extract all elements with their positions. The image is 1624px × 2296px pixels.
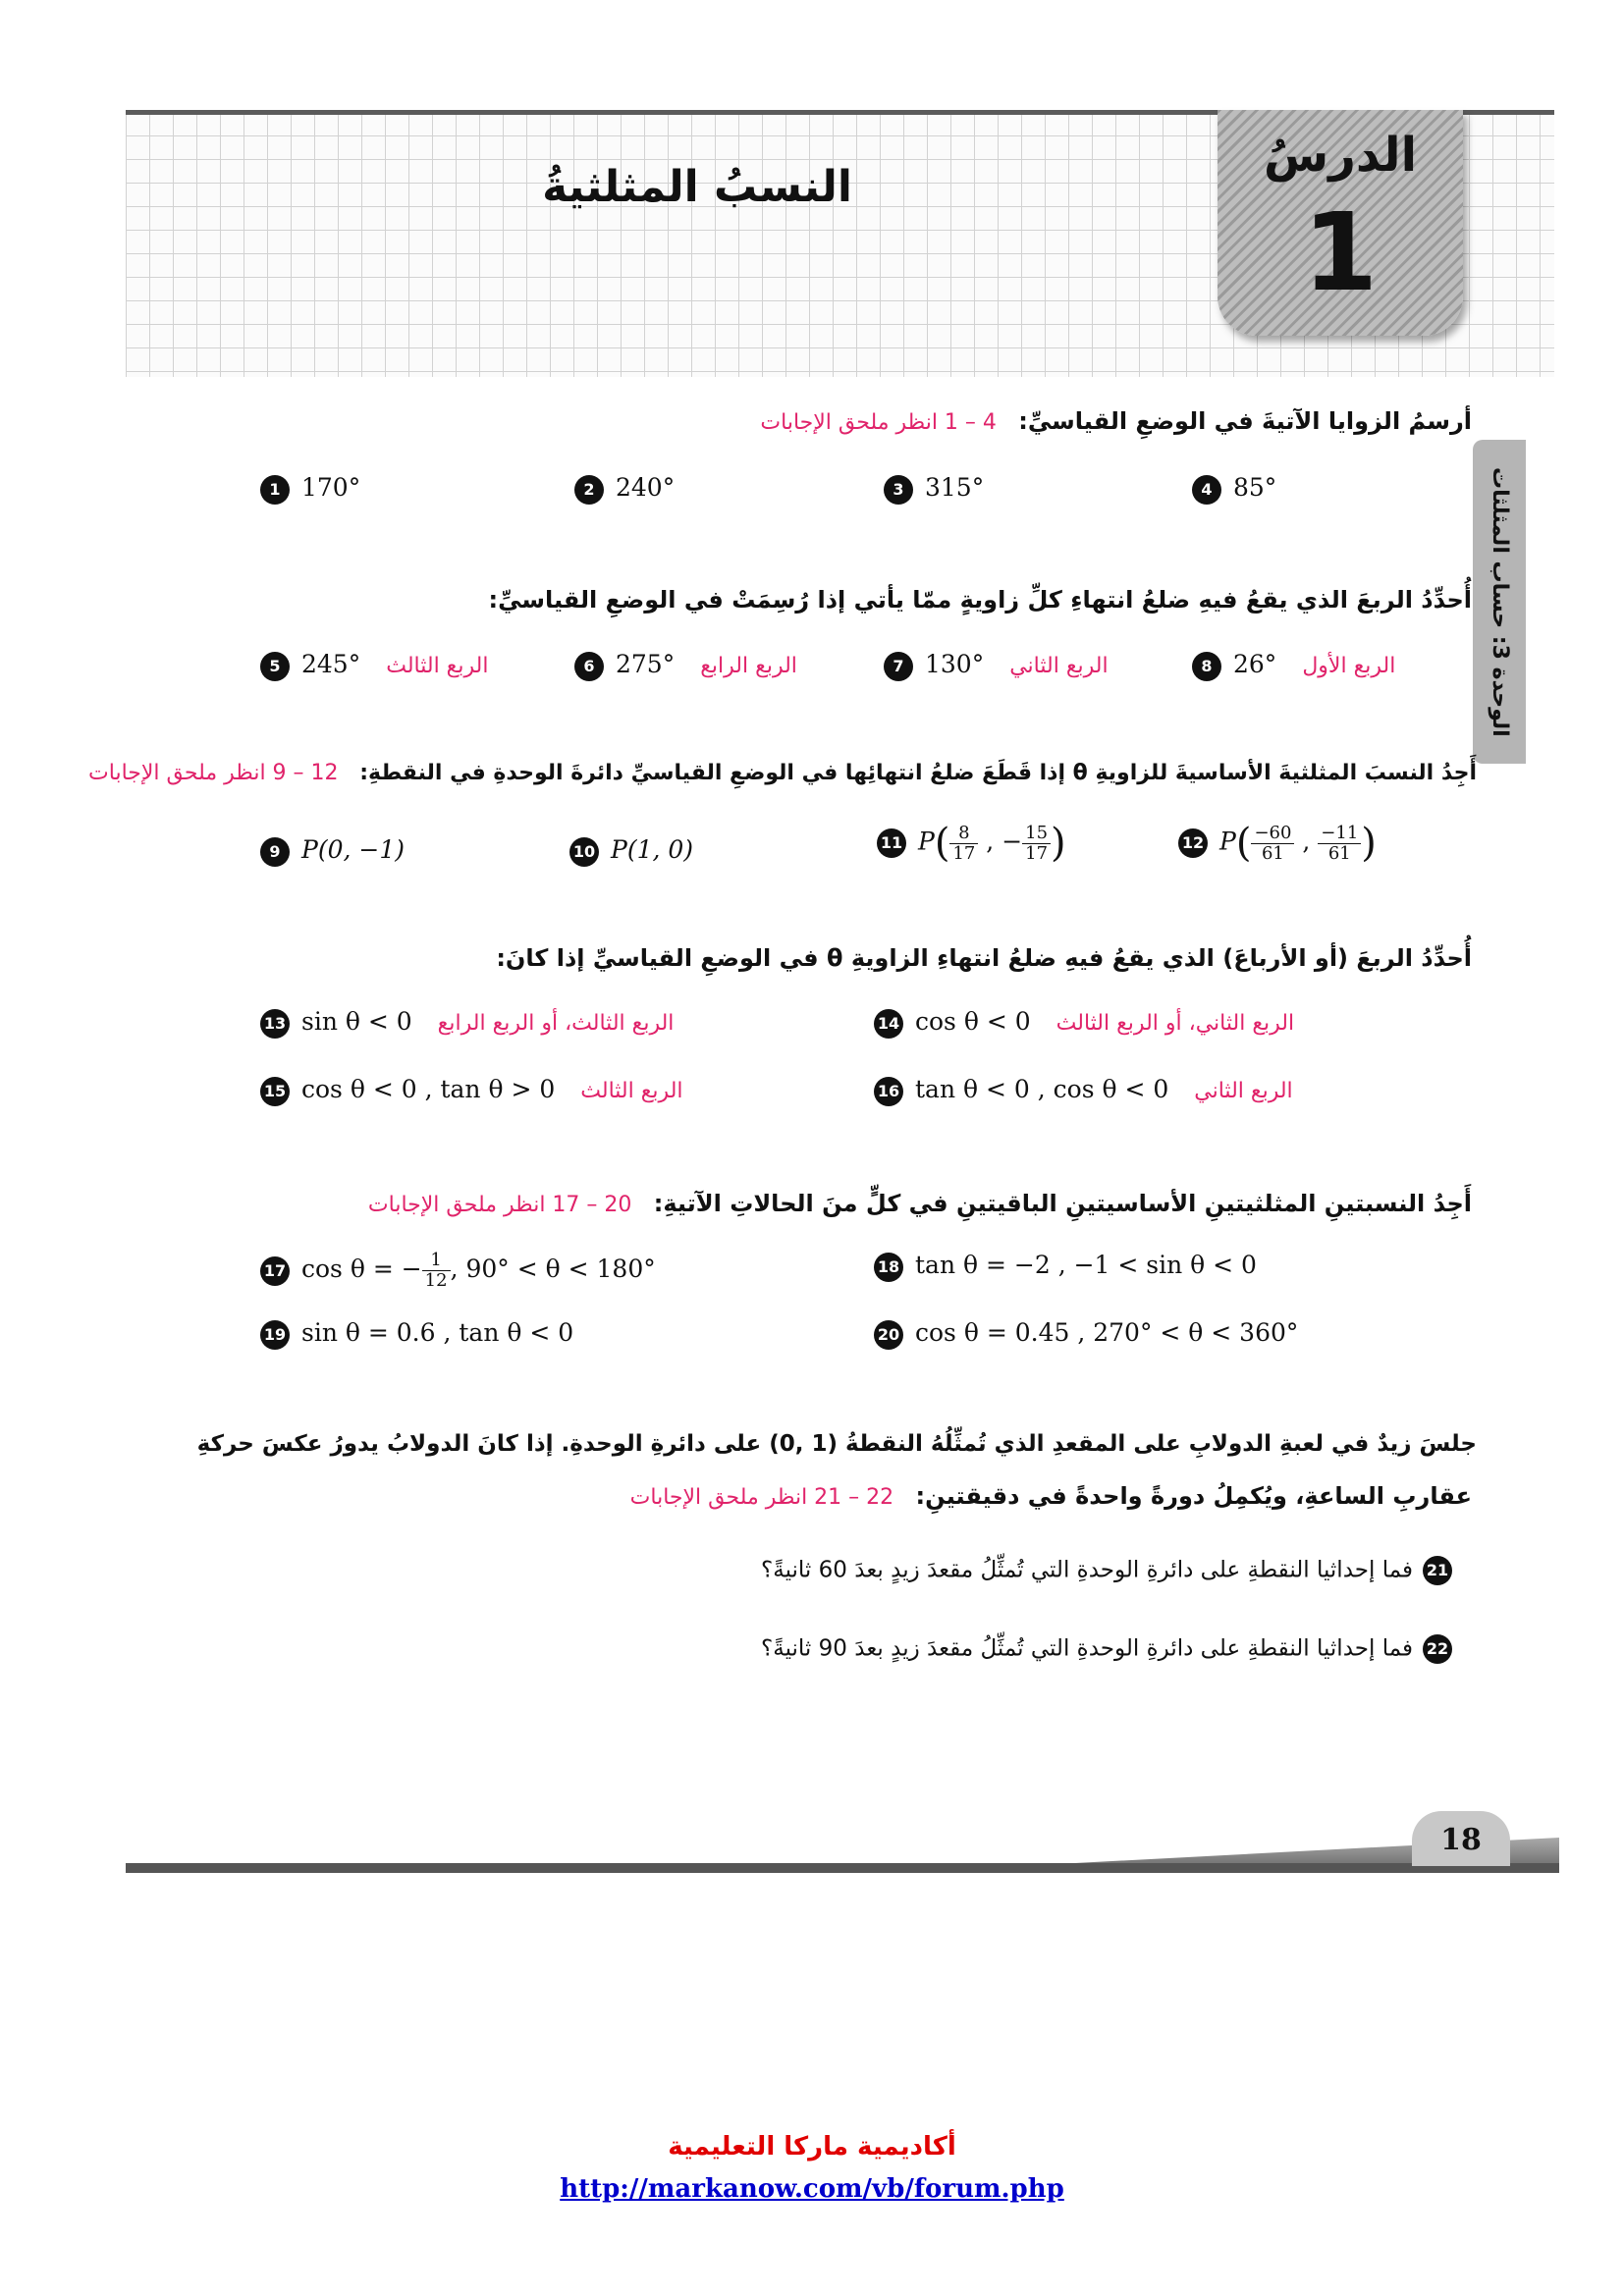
exercise-1 [260, 473, 360, 505]
exercise-text: 26° [1233, 650, 1277, 678]
exercise-4 [1192, 473, 1276, 505]
fraction-x: $\frac{-60}{61}$ [1251, 824, 1294, 864]
section-6-paragraph-line-2 [630, 1482, 1472, 1510]
exercise-10 [569, 835, 693, 867]
exercise-text-post: , 90° < θ < 180° [450, 1255, 656, 1283]
page-title: النسبُ المثلثيةُ [542, 162, 852, 212]
answer-text: الربع الرابع [700, 654, 797, 678]
exercise-3 [884, 473, 984, 505]
exercise-number: 3 [884, 475, 913, 505]
exercise-text: cos θ = 0.45 , 270° < θ < 360° [915, 1318, 1299, 1347]
exercise-text: P(0, −1) [301, 835, 405, 864]
exercise-text: tan θ = −2 , −1 < sin θ < 0 [915, 1251, 1257, 1279]
exercise-number: 13 [260, 1009, 290, 1039]
exercise-number: 10 [569, 837, 599, 867]
exercise-number: 4 [1192, 475, 1221, 505]
section-1-instruction [760, 407, 1472, 435]
section-4-instruction [496, 944, 1472, 972]
academy-link[interactable]: http://markanow.com/vb/forum.php [560, 2174, 1064, 2204]
answer-text: الربع الثاني، أو الربع الثالث [1056, 1011, 1295, 1036]
exercise-number: 17 [260, 1256, 290, 1286]
exercise-text: cos θ < 0 [915, 1007, 1031, 1036]
fraction: $\frac{1}{12}$ [422, 1251, 451, 1291]
exercise-number: 8 [1192, 652, 1221, 681]
exercise-15 [260, 1075, 683, 1106]
exercise-number: 9 [260, 837, 290, 867]
exercise-8 [1192, 650, 1395, 681]
point-label: P [918, 827, 935, 856]
fraction-x: $\frac{8}{17}$ [949, 824, 978, 864]
instruction-text: أَجِدُ النسبتينِ المثلثيتينِ الأساسيتينِ الباقيتينِ في كلٍّ منَ الحالاتِ الآتيةِ: [653, 1190, 1472, 1217]
instruction-text: أُحدِّدُ الربعَ (أو الأرباعَ) الذي يقعُ فيهِ ضلعُ انتهاءِ الزاويةِ θ في الوضعِ القياسيِّ إذا كانَ: [496, 944, 1472, 972]
exercise-14 [874, 1007, 1294, 1039]
exercise-text-pre: cos θ = − [301, 1255, 422, 1283]
unit-side-label: الوحدة 3: حساب المثلثات [1488, 466, 1512, 737]
answer-note: 12 – 9 انظر ملحق الإجابات [88, 761, 339, 785]
instruction-text: أَجِدُ النسبَ المثلثيةَ الأساسيةَ للزاويةِ θ إذا قَطَعَ ضلعُ انتهائِها في الوضعِ القياسيِّ دائرةَ الوحدةِ في النقطةِ: [359, 761, 1477, 785]
exercise-22 [761, 1634, 1452, 1664]
answer-text: الربع الثالث، أو الربع الرابع [437, 1011, 675, 1036]
exercise-5 [260, 650, 488, 681]
exercise-number: 16 [874, 1077, 903, 1106]
paragraph-text: جلسَ زيدٌ في لعبةِ الدولابِ على المقعدِ الذي تُمثِّلُهُ النقطةُ (1 ,0) على دائرةِ الوحدةِ. إذا كانَ الدولابُ يدورُ عكسَ حركةِ [196, 1431, 1477, 1457]
section-2-instruction [488, 586, 1472, 614]
exercise-text: فما إحداثيا النقطةِ على دائرةِ الوحدةِ التي تُمثِّلُ مقعدَ زيدٍ بعدَ 90 ثانيةً؟ [761, 1635, 1413, 1662]
exercise-11: 11 P( $\frac{8}{17}$ , − $\frac{15}{17}$ ) [877, 821, 1066, 866]
exercise-text: 130° [925, 650, 985, 678]
lesson-label: الدرسُ [1263, 128, 1418, 183]
instruction-text: أرسمُ الزوايا الآتيةَ في الوضعِ القياسيِّ: [1018, 407, 1472, 435]
point-label: P [1219, 827, 1236, 856]
exercise-19 [260, 1318, 573, 1350]
fraction-y: $\frac{15}{17}$ [1022, 824, 1051, 864]
paragraph-text: عقاربِ الساعةِ، ويُكمِلُ دورةً واحدةً في دقيقتينِ: [915, 1482, 1472, 1510]
answer-text: الربع الثاني [1009, 654, 1109, 678]
exercise-9 [260, 835, 405, 867]
exercise-number: 6 [574, 652, 604, 681]
exercise-text: 170° [301, 473, 361, 502]
answer-note: 20 – 17 انظر ملحق الإجابات [367, 1193, 632, 1217]
answer-text: الربع الثاني [1194, 1079, 1293, 1103]
exercise-2 [574, 473, 675, 505]
exercise-number: 20 [874, 1320, 903, 1350]
exercise-7 [884, 650, 1109, 681]
exercise-text: tan θ < 0 , cos θ < 0 [915, 1075, 1169, 1103]
exercise-number: 15 [260, 1077, 290, 1106]
exercise-number: 11 [877, 828, 906, 858]
exercise-text: 240° [616, 473, 676, 502]
exercise-number: 14 [874, 1009, 903, 1039]
exercise-text: 85° [1233, 473, 1277, 502]
exercise-text: sin θ < 0 [301, 1007, 412, 1036]
exercise-number: 5 [260, 652, 290, 681]
exercise-6 [574, 650, 797, 681]
exercise-number: 22 [1423, 1634, 1452, 1664]
answer-text: الربع الثالث [580, 1079, 683, 1103]
answer-text: الربع الأول [1302, 654, 1396, 678]
exercise-number: 2 [574, 475, 604, 505]
exercise-text: sin θ = 0.6 , tan θ < 0 [301, 1318, 574, 1347]
section-5-instruction [368, 1190, 1472, 1217]
exercise-text: cos θ < 0 , tan θ > 0 [301, 1075, 556, 1103]
academy-name: أكاديمية ماركا التعليمية [668, 2132, 956, 2162]
lesson-number: 1 [1302, 189, 1379, 315]
exercise-number: 18 [874, 1253, 903, 1282]
exercise-text: فما إحداثيا النقطةِ على دائرةِ الوحدةِ التي تُمثِّلُ مقعدَ زيدٍ بعدَ 60 ثانيةً؟ [761, 1557, 1413, 1583]
exercise-17 [260, 1251, 656, 1291]
exercise-12: 12 P( $\frac{-60}{61}$ , $\frac{-11}{61}$ ) [1178, 821, 1377, 866]
exercise-13 [260, 1007, 674, 1039]
exercise-text: 275° [616, 650, 676, 678]
exercise-18 [874, 1251, 1257, 1282]
exercise-number: 19 [260, 1320, 290, 1350]
exercise-number: 12 [1178, 828, 1208, 858]
answer-note: 4 – 1 انظر ملحق الإجابات [760, 410, 997, 435]
exercise-number: 1 [260, 475, 290, 505]
exercise-text: 315° [925, 473, 985, 502]
answer-text: الربع الثالث [386, 654, 489, 678]
answer-note: 22 – 21 انظر ملحق الإجابات [629, 1485, 894, 1510]
exercise-number: 21 [1423, 1556, 1452, 1585]
section-6-paragraph-line-1 [197, 1431, 1477, 1457]
exercise-text: P(1, 0) [611, 835, 694, 864]
page-number: 18 [1412, 1811, 1510, 1866]
exercise-text: 245° [301, 650, 361, 678]
exercise-16 [874, 1075, 1293, 1106]
instruction-text: أُحدِّدُ الربعَ الذي يقعُ فيهِ ضلعُ انتهاءِ كلِّ زاويةٍ ممّا يأتي إذا رُسِمَتْ في الوضعِ القياسيِّ: [488, 586, 1472, 614]
section-3-instruction [88, 761, 1477, 785]
fraction-y: $\frac{-11}{61}$ [1318, 824, 1361, 864]
lesson-tab [1218, 110, 1463, 336]
footer-line [126, 1863, 1559, 1873]
exercise-number: 7 [884, 652, 913, 681]
exercise-21 [761, 1556, 1452, 1585]
exercise-20 [874, 1318, 1298, 1350]
